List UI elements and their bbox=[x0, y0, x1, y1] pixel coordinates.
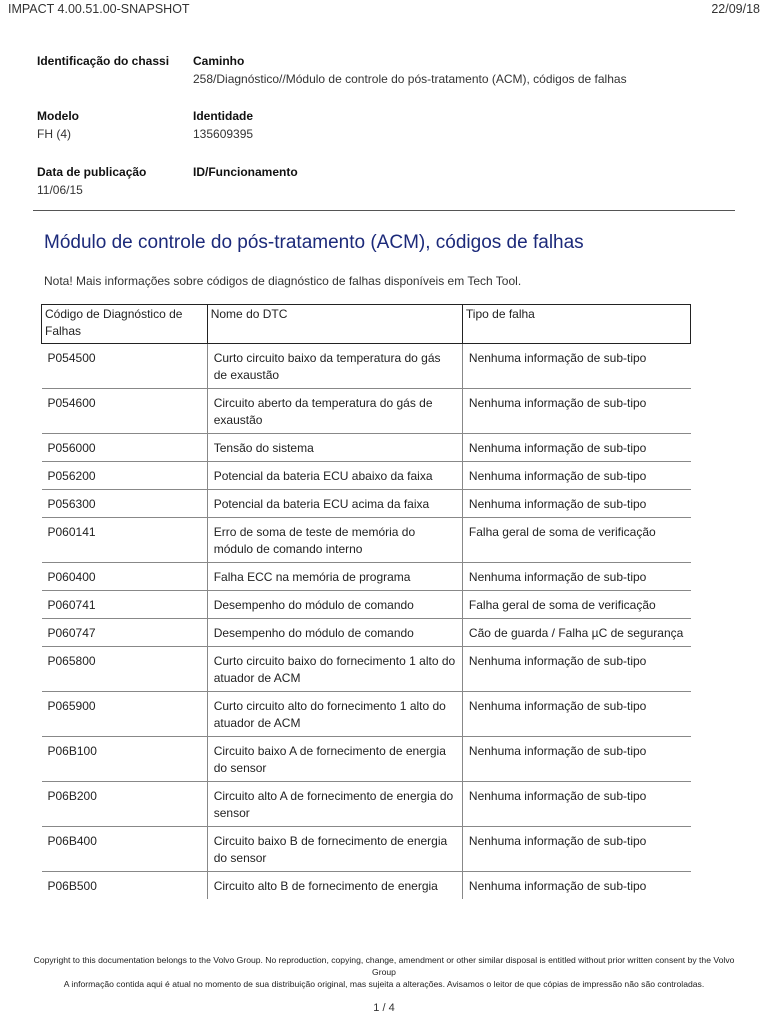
table-row bbox=[42, 647, 691, 692]
dtc-code-cell: P06B500 bbox=[47, 879, 97, 893]
dtc-name-cell: Tensão do sistema bbox=[207, 434, 462, 462]
dtc-type-cell: Falha geral de soma de verificação bbox=[462, 518, 690, 563]
table-row bbox=[42, 518, 691, 563]
dtc-table bbox=[41, 304, 691, 899]
dtc-name-cell: Circuito alto A de fornecimento de energia do sensor bbox=[207, 782, 462, 827]
path-field bbox=[193, 54, 627, 86]
disclaimer-notice: A informação contida aqui é atual no momento de sua distribuição original, mas sujeita a alterações. Avisamos o leitor de que cópias de impressão não são controladas. bbox=[63, 979, 705, 989]
table-row bbox=[42, 619, 691, 647]
table-row bbox=[42, 462, 691, 490]
dtc-name-cell: Desempenho do módulo de comando bbox=[207, 619, 462, 647]
dtc-type-cell: Nenhuma informação de sub-tipo bbox=[462, 434, 690, 462]
dtc-type-cell: Nenhuma informação de sub-tipo bbox=[462, 782, 690, 827]
dtc-type-cell: Nenhuma informação de sub-tipo bbox=[462, 344, 690, 389]
copyright-notice: Copyright to this documentation belongs to the Volvo Group. No reproduction, copying, change, amendment or other similar disposal is entitled without prior written consent by the Volvo Group bbox=[33, 955, 735, 977]
table-row bbox=[42, 692, 691, 737]
dtc-type-cell: Nenhuma informação de sub-tipo bbox=[462, 647, 690, 692]
path-value: 258/Diagnóstico//Módulo de controle do pós-tratamento (ACM), códigos de falhas bbox=[193, 72, 627, 86]
table-row bbox=[42, 782, 691, 827]
publication-date-field bbox=[37, 165, 146, 197]
app-version: IMPACT 4.00.51.00-SNAPSHOT bbox=[8, 2, 190, 16]
dtc-type-cell: Nenhuma informação de sub-tipo bbox=[462, 563, 690, 591]
identity-label: Identidade bbox=[193, 109, 254, 123]
dtc-type-cell: Cão de guarda / Falha µC de segurança bbox=[462, 619, 690, 647]
dtc-code-cell: P06B400 bbox=[42, 827, 208, 872]
dtc-name-cell: Potencial da bateria ECU acima da faixa bbox=[207, 490, 462, 518]
dtc-name-cell: Circuito baixo B de fornecimento de energia do sensor bbox=[207, 827, 462, 872]
column-header-code: Código de Diagnóstico de Falhas bbox=[42, 305, 208, 344]
dtc-code-cell: P065800 bbox=[42, 647, 208, 692]
dtc-type-cell: Nenhuma informação de sub-tipo bbox=[462, 692, 690, 737]
dtc-name-cell: Circuito alto B de fornecimento de energia bbox=[207, 872, 462, 900]
table-row bbox=[42, 872, 691, 900]
dtc-type-cell: Nenhuma informação de sub-tipo bbox=[462, 737, 690, 782]
copyright-footer bbox=[30, 954, 738, 990]
table-row bbox=[42, 563, 691, 591]
dtc-code-cell: P056000 bbox=[42, 434, 208, 462]
table-row bbox=[42, 490, 691, 518]
dtc-code-cell: P054600 bbox=[42, 389, 208, 434]
publication-date-label: Data de publicação bbox=[37, 165, 147, 179]
chassis-id-label: Identificação do chassi bbox=[37, 54, 170, 68]
dtc-name-cell: Curto circuito alto do fornecimento 1 alto do atuador de ACM bbox=[207, 692, 462, 737]
dtc-table-body bbox=[42, 344, 691, 900]
dtc-name-cell: Curto circuito baixo da temperatura do gás de exaustão bbox=[207, 344, 462, 389]
dtc-name-cell: Potencial da bateria ECU abaixo da faixa bbox=[207, 462, 462, 490]
dtc-name-cell: Falha ECC na memória de programa bbox=[207, 563, 462, 591]
note-text: Nota! Mais informações sobre códigos de diagnóstico de falhas disponíveis em Tech Tool. bbox=[44, 274, 522, 288]
dtc-type-cell: Nenhuma informação de sub-tipo bbox=[462, 490, 690, 518]
table-row bbox=[42, 389, 691, 434]
path-label: Caminho bbox=[193, 54, 245, 68]
dtc-code-cell: P060747 bbox=[42, 619, 208, 647]
dtc-name-cell: Curto circuito baixo do fornecimento 1 alto do atuador de ACM bbox=[207, 647, 462, 692]
table-row bbox=[42, 434, 691, 462]
dtc-type-cell: Nenhuma informação de sub-tipo bbox=[462, 462, 690, 490]
dtc-name-cell: Circuito aberto da temperatura do gás de exaustão bbox=[207, 389, 462, 434]
identity-field bbox=[193, 109, 253, 141]
header-divider bbox=[33, 210, 735, 211]
dtc-code-cell: P065900 bbox=[42, 692, 208, 737]
column-header-name: Nome do DTC bbox=[207, 305, 462, 344]
dtc-name-cell: Desempenho do módulo de comando bbox=[207, 591, 462, 619]
table-header-row bbox=[42, 305, 691, 344]
dtc-code-cell: P056300 bbox=[42, 490, 208, 518]
dtc-name-cell: Erro de soma de teste de memória do módulo de comando interno bbox=[207, 518, 462, 563]
model-label: Modelo bbox=[37, 109, 79, 123]
dtc-code-cell: P056200 bbox=[42, 462, 208, 490]
dtc-code-cell: P060741 bbox=[42, 591, 208, 619]
publication-date-value: 11/06/15 bbox=[37, 183, 83, 197]
dtc-code-cell: P06B100 bbox=[42, 737, 208, 782]
chassis-id-field bbox=[37, 54, 169, 68]
dtc-name-cell: Circuito baixo A de fornecimento de energia do sensor bbox=[207, 737, 462, 782]
dtc-type-cell: Falha geral de soma de verificação bbox=[462, 591, 690, 619]
dtc-code-cell: P06B200 bbox=[42, 782, 208, 827]
dtc-code-cell: P054500 bbox=[42, 344, 208, 389]
dtc-type-cell: Nenhuma informação de sub-tipo bbox=[462, 827, 690, 872]
dtc-code-cell: P060400 bbox=[42, 563, 208, 591]
table-row bbox=[42, 737, 691, 782]
model-field bbox=[37, 109, 79, 141]
column-header-type: Tipo de falha bbox=[462, 305, 690, 344]
function-id-label: ID/Funcionamento bbox=[193, 165, 298, 179]
identity-value: 135609395 bbox=[193, 127, 254, 141]
model-value: FH (4) bbox=[37, 127, 71, 141]
dtc-code-cell: P060141 bbox=[42, 518, 208, 563]
page-title: Módulo de controle do pós-tratamento (ACM), códigos de falhas bbox=[44, 232, 584, 253]
function-id-field bbox=[193, 165, 298, 179]
document-header bbox=[8, 2, 760, 18]
table-row bbox=[42, 827, 691, 872]
page-number: 1 / 4 bbox=[373, 1002, 395, 1014]
table-row bbox=[42, 344, 691, 389]
dtc-type-cell: Nenhuma informação de sub-tipo bbox=[462, 389, 690, 434]
print-date: 22/09/18 bbox=[711, 2, 760, 16]
table-row bbox=[42, 591, 691, 619]
dtc-type-cell: Nenhuma informação de sub-tipo bbox=[468, 879, 647, 893]
